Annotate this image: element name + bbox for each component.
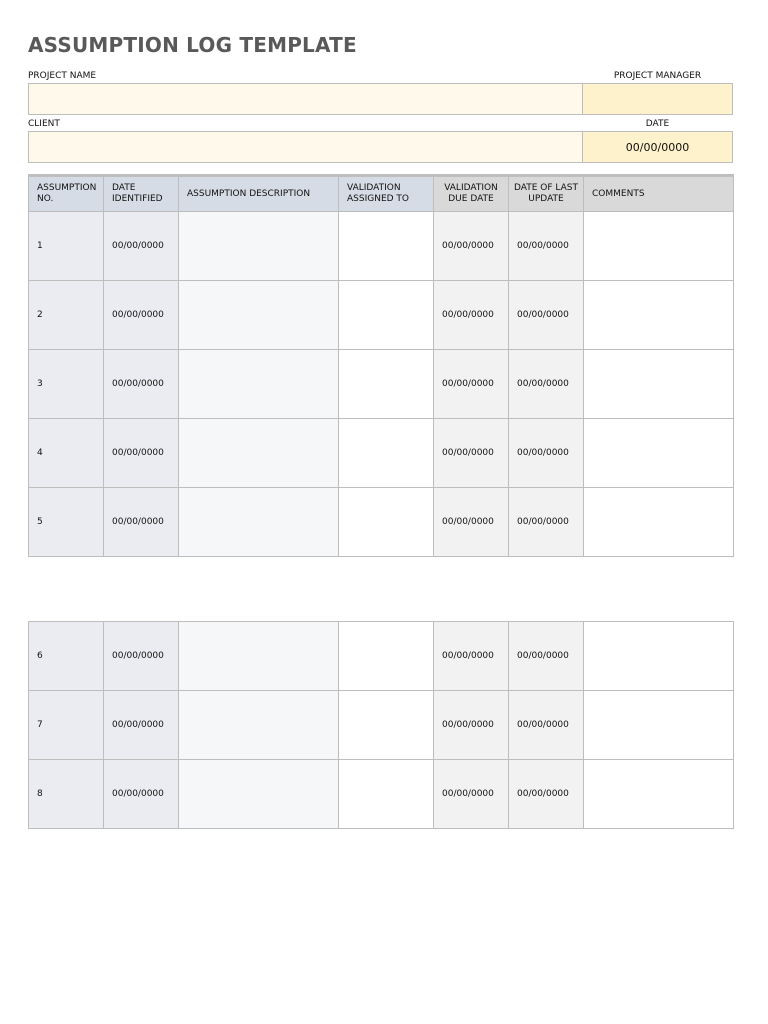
date-label: DATE: [645, 119, 670, 129]
table-row: [29, 488, 734, 557]
cell-due-date[interactable]: 00/00/0000: [434, 691, 509, 760]
cell-comments[interactable]: [584, 281, 734, 350]
date-field[interactable]: 00/00/0000: [582, 131, 733, 163]
header-validation-assigned-to: VALIDATION ASSIGNED TO: [339, 176, 434, 212]
cell-assigned-to[interactable]: [339, 212, 434, 281]
cell-due-date[interactable]: 00/00/0000: [434, 622, 509, 691]
cell-comments[interactable]: [584, 212, 734, 281]
cell-due-date[interactable]: 00/00/0000: [434, 281, 509, 350]
cell-due-date[interactable]: 00/00/0000: [434, 350, 509, 419]
cell-assumption-no: 8: [29, 760, 104, 829]
cell-due-date[interactable]: 00/00/0000: [434, 212, 509, 281]
cell-description[interactable]: [179, 488, 339, 557]
project-name-field[interactable]: [28, 83, 583, 115]
cell-last-update[interactable]: 00/00/0000: [509, 350, 584, 419]
cell-comments[interactable]: [584, 760, 734, 829]
cell-description[interactable]: [179, 281, 339, 350]
cell-assigned-to[interactable]: [339, 419, 434, 488]
cell-date-identified[interactable]: 00/00/0000: [104, 622, 179, 691]
cell-last-update[interactable]: 00/00/0000: [509, 488, 584, 557]
header-validation-due-date: VALIDATION DUE DATE: [434, 176, 509, 212]
cell-date-identified[interactable]: 00/00/0000: [104, 488, 179, 557]
cell-date-identified[interactable]: 00/00/0000: [104, 350, 179, 419]
cell-last-update[interactable]: 00/00/0000: [509, 212, 584, 281]
cell-assumption-no: 6: [29, 622, 104, 691]
cell-comments[interactable]: [584, 350, 734, 419]
cell-date-identified[interactable]: 00/00/0000: [104, 419, 179, 488]
header-date-of-last-update: DATE OF LAST UPDATE: [509, 176, 584, 212]
cell-due-date[interactable]: 00/00/0000: [434, 419, 509, 488]
cell-description[interactable]: [179, 212, 339, 281]
project-manager-field[interactable]: [582, 83, 733, 115]
page-title: ASSUMPTION LOG TEMPLATE: [28, 33, 357, 57]
cell-description[interactable]: [179, 691, 339, 760]
cell-description[interactable]: [179, 760, 339, 829]
cell-description[interactable]: [179, 350, 339, 419]
header-comments: COMMENTS: [584, 176, 734, 212]
cell-date-identified[interactable]: 00/00/0000: [104, 760, 179, 829]
cell-comments[interactable]: [584, 488, 734, 557]
table-row: [29, 350, 734, 419]
table-row: [29, 212, 734, 281]
cell-date-identified[interactable]: 00/00/0000: [104, 281, 179, 350]
cell-due-date[interactable]: 00/00/0000: [434, 488, 509, 557]
cell-last-update[interactable]: 00/00/0000: [509, 281, 584, 350]
cell-assumption-no: 7: [29, 691, 104, 760]
assumption-table-page-2: [28, 621, 734, 829]
cell-last-update[interactable]: 00/00/0000: [509, 419, 584, 488]
cell-last-update[interactable]: 00/00/0000: [509, 760, 584, 829]
project-manager-label: PROJECT MANAGER: [613, 71, 702, 81]
cell-due-date[interactable]: 00/00/0000: [434, 760, 509, 829]
header-date-identified: DATE IDENTIFIED: [104, 176, 179, 212]
header-assumption-description: ASSUMPTION DESCRIPTION: [179, 176, 339, 212]
table-row: [29, 691, 734, 760]
cell-assumption-no: 3: [29, 350, 104, 419]
table-header-row: [29, 176, 734, 212]
cell-assigned-to[interactable]: [339, 691, 434, 760]
cell-date-identified[interactable]: 00/00/0000: [104, 691, 179, 760]
cell-date-identified[interactable]: 00/00/0000: [104, 212, 179, 281]
table-row: [29, 419, 734, 488]
client-field[interactable]: [28, 131, 583, 163]
project-name-label: PROJECT NAME: [28, 71, 97, 81]
cell-assumption-no: 2: [29, 281, 104, 350]
cell-description[interactable]: [179, 419, 339, 488]
cell-assigned-to[interactable]: [339, 281, 434, 350]
cell-last-update[interactable]: 00/00/0000: [509, 691, 584, 760]
cell-last-update[interactable]: 00/00/0000: [509, 622, 584, 691]
cell-assigned-to[interactable]: [339, 488, 434, 557]
table-row: [29, 281, 734, 350]
header-assumption-no: ASSUMPTION NO.: [29, 176, 104, 212]
cell-assumption-no: 1: [29, 212, 104, 281]
cell-comments[interactable]: [584, 622, 734, 691]
cell-comments[interactable]: [584, 419, 734, 488]
assumption-table-page-1: [28, 174, 734, 557]
client-label: CLIENT: [28, 119, 60, 129]
cell-description[interactable]: [179, 622, 339, 691]
cell-comments[interactable]: [584, 691, 734, 760]
cell-assigned-to[interactable]: [339, 350, 434, 419]
cell-assigned-to[interactable]: [339, 760, 434, 829]
cell-assumption-no: 4: [29, 419, 104, 488]
cell-assigned-to[interactable]: [339, 622, 434, 691]
table-row: [29, 760, 734, 829]
table-row: [29, 622, 734, 691]
cell-assumption-no: 5: [29, 488, 104, 557]
